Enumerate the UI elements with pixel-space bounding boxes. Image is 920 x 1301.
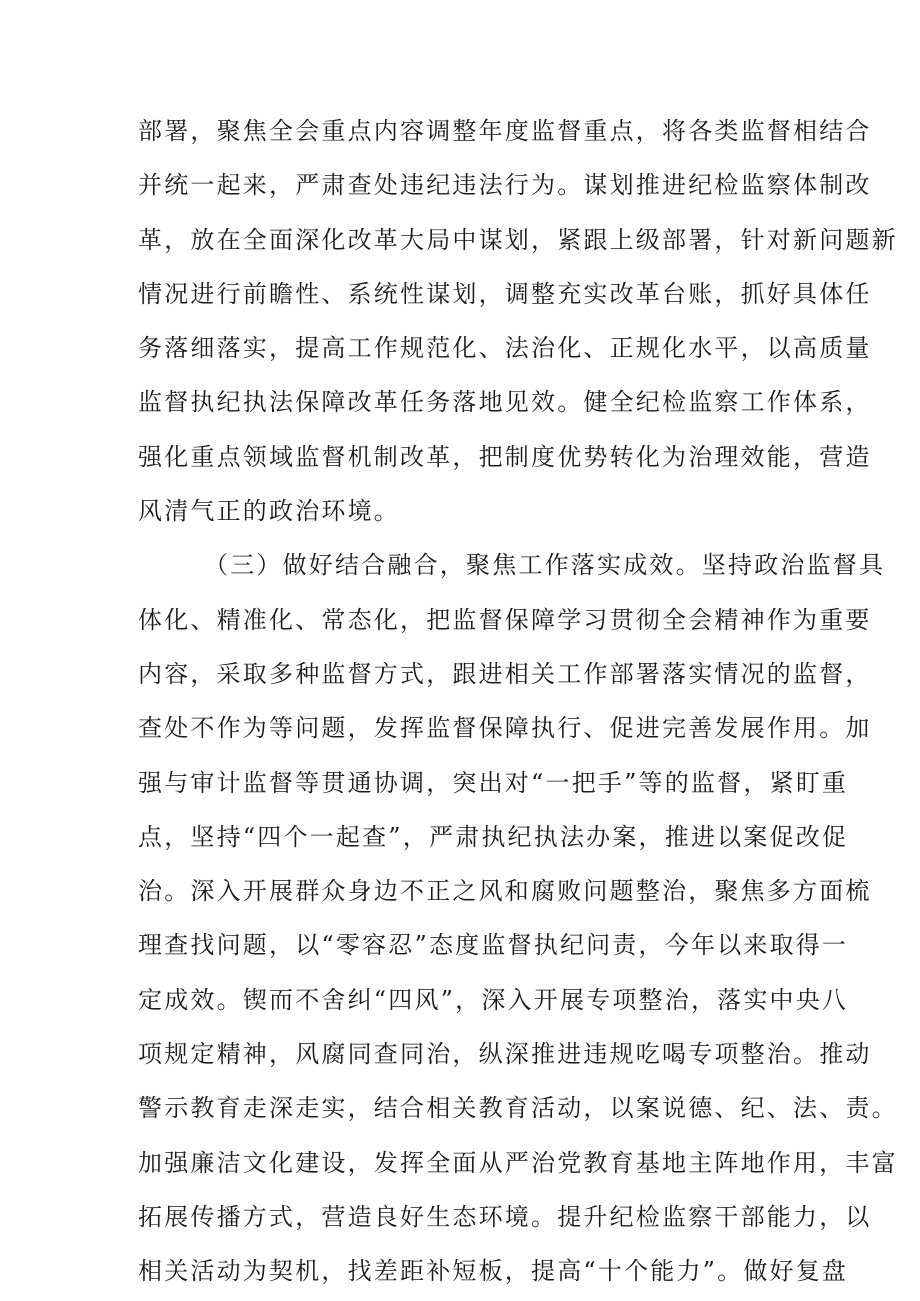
text-line: 并统一起来，严肃查处违纪违法行为。谋划推进纪检监察体制改 xyxy=(138,171,872,200)
text-line: 部署，聚焦全会重点内容调整年度监督重点，将各类监督相结合 xyxy=(138,117,872,145)
text-line: 强与审计监督等贯通协调，突出对“一把手”等的监督，紧盯重 xyxy=(138,768,849,797)
text-line: 体化、精准化、常态化，把监督保障学习贯彻全会精神作为重要 xyxy=(138,605,872,634)
text-line: 理查找问题，以“零容忍”态度监督执纪问责，今年以来取得一 xyxy=(138,931,849,960)
text-line: 项规定精神，风腐同查同治，纵深推进违规吃喝专项整治。推动 xyxy=(138,1040,872,1069)
text-line: 定成效。锲而不舍纠“四风”，深入开展专项整治，落实中央八 xyxy=(138,985,849,1014)
text-line: 治。深入开展群众身边不正之风和腐败问题整治，聚焦多方面梳 xyxy=(138,877,872,906)
text-line: 点，坚持“四个一起查”，严肃执纪执法办案，推进以案促改促 xyxy=(138,822,849,851)
text-line: 革，放在全面深化改革大局中谋划，紧跟上级部署，针对新问题新 xyxy=(138,225,898,254)
text-line: 强化重点领域监督机制改革，把制度优势转化为治理效能，营造 xyxy=(138,442,872,471)
body-text xyxy=(138,104,898,1299)
text-line: 警示教育走深走实，结合相关教育活动，以案说德、纪、法、责。 xyxy=(138,1094,898,1123)
text-line: 相关活动为契机，找差距补短板，提高“十个能力”。做好复盘 xyxy=(138,1257,849,1286)
text-line: 监督执纪执法保障改革任务落地见效。健全纪检监察工作体系， xyxy=(138,388,872,417)
section-heading-line: （三）做好结合融合，聚焦工作落实成效。坚持政治监督具 xyxy=(204,551,886,580)
text-line: 内容，采取多种监督方式，跟进相关工作部署落实情况的监督， xyxy=(138,659,872,688)
text-line: 风清气正的政治环境。 xyxy=(138,497,400,526)
text-line: 务落细落实，提高工作规范化、法治化、正规化水平，以高质量 xyxy=(138,334,872,363)
text-line: 情况进行前瞻性、系统性谋划，调整充实改革台账，抓好具体任 xyxy=(138,279,872,308)
text-line: 查处不作为等问题，发挥监督保障执行、促进完善发展作用。加 xyxy=(138,714,872,743)
text-line: 加强廉洁文化建设，发挥全面从严治党教育基地主阵地作用，丰富 xyxy=(138,1148,898,1177)
text-line: 拓展传播方式，营造良好生态环境。提升纪检监察干部能力，以 xyxy=(138,1202,872,1231)
